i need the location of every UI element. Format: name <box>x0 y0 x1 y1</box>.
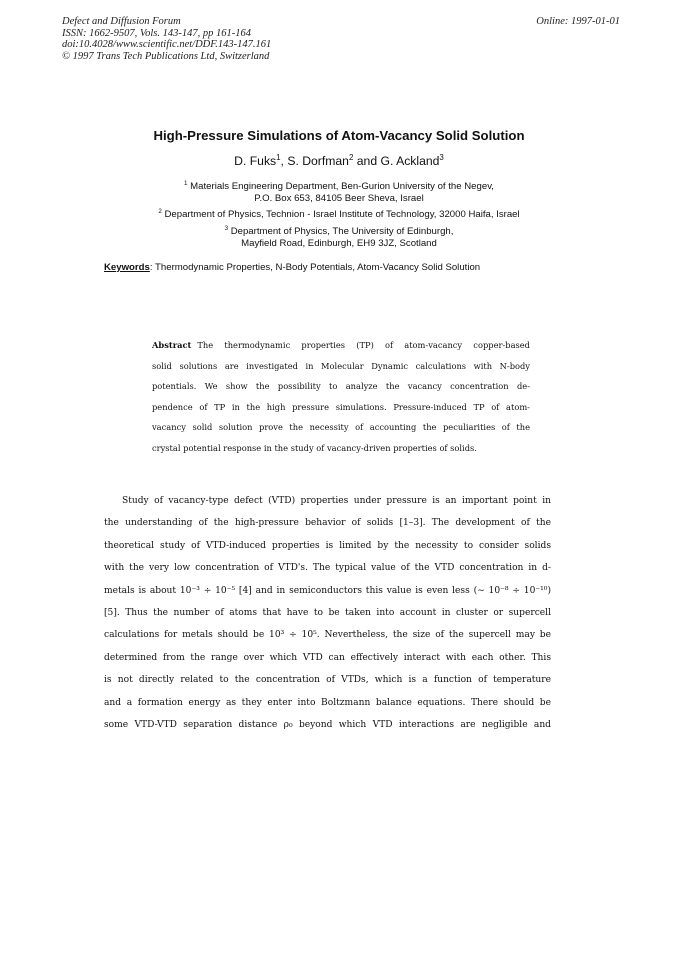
affiliation-2 <box>0 209 678 221</box>
body-line: calculations for metals should be 10³ ÷ 10⁵. Nevertheless, the size of the supercell may be <box>104 630 551 641</box>
journal-header <box>62 16 271 62</box>
body-line: is not directly related to the concentration of VTDs, which is a function of temperature <box>104 675 551 686</box>
body-line: Study of vacancy-type defect (VTD) properties under pressure is an important point in <box>122 496 551 506</box>
body-line: some VTD-VTD separation distance ρ₀ beyond which VTD interactions are negligible and <box>104 720 551 731</box>
author-name: S. Dorfman <box>287 154 349 168</box>
affiliation-line: Mayfield Road, Edinburgh, EH9 3JZ, Scotland <box>241 237 437 249</box>
author-and: and <box>353 154 381 168</box>
online-date-text: Online: 1997-01-01 <box>536 16 620 27</box>
issn-line: ISSN: 1662-9507, Vols. 143-147, pp 161-164 <box>62 27 251 39</box>
body-text <box>104 490 551 736</box>
abstract-line: potentials. We show the possibility to analyze the vacancy concentration de- <box>152 381 530 392</box>
affiliation-1 <box>0 181 678 204</box>
abstract-line: crystal potential response in the study of vacancy-driven properties of solids. <box>152 442 477 453</box>
journal-name: Defect and Diffusion Forum <box>62 16 181 27</box>
author-separator: , <box>280 154 288 168</box>
online-date <box>536 16 620 28</box>
author-mark: 3 <box>439 152 444 162</box>
paper-title: High-Pressure Simulations of Atom-Vacancy Solid Solution <box>153 128 525 143</box>
author-mark: 1 <box>276 152 281 162</box>
doi-link[interactable]: doi:10.4028/www.scientific.net/DDF.143-147.161 <box>62 39 272 50</box>
copyright-line: © 1997 Trans Tech Publications Ltd, Switzerland <box>62 50 270 62</box>
affiliation-mark: 3 <box>224 224 229 232</box>
affiliation-line: $^1$ Materials Engineering Department, Ben-Gurion University of the Negev, <box>184 179 494 192</box>
abstract-line: pendence of TP in the high pressure simulations. Pressure-induced TP of atom- <box>152 401 530 412</box>
body-line: with the very low concentration of VTD's. The typical value of the VTD concentration in d- <box>104 563 551 574</box>
keywords-label: Keywords <box>104 262 150 273</box>
body-line: the understanding of the high-pressure behavior of solids [1–3]. The development of the <box>104 518 551 529</box>
abstract-line: vacancy solid solution prove the necessity of accounting the peculiarities of the <box>152 422 530 433</box>
body-line: theoretical study of VTD-induced properties is limited by the necessity to consider solids <box>104 540 551 551</box>
body-line: [5]. Thus the number of atoms that have to be taken into account in cluster or supercell <box>104 608 551 619</box>
body-line: determined from the range over which VTD can effectively interact with each other. This <box>104 652 551 663</box>
keywords-text: Thermodynamic Properties, N-Body Potentials, Atom-Vacancy Solid Solution <box>155 262 481 273</box>
abstract-label: Abstract <box>152 340 192 350</box>
affiliation-mark: 1 <box>184 179 188 187</box>
author-mark: 2 <box>348 152 354 162</box>
affiliation-mark: 2 <box>158 207 162 215</box>
keywords: Keywords: Thermodynamic Properties, N-Body Potentials, Atom-Vacancy Solid Solution <box>104 262 481 273</box>
author-list <box>0 154 678 168</box>
abstract-line: solid solutions are investigated in Molecular Dynamic calculations with N-body <box>152 360 530 371</box>
affiliation-line: $^2$ Department of Physics, Technion - Israel Institute of Technology, 32000 Haifa, Israel <box>158 207 520 220</box>
abstract <box>152 335 530 459</box>
affiliation-3 <box>0 226 678 249</box>
abstract-line: Abstract The thermodynamic properties (TP) of atom-vacancy copper-based <box>152 340 530 350</box>
author-name: G. Ackland <box>380 154 440 168</box>
author-name: D. Fuks <box>234 154 277 168</box>
affiliation-line: P.O. Box 653, 84105 Beer Sheva, Israel <box>254 192 424 204</box>
body-line: and a formation energy as they enter into Boltzmann balance equations. There should be <box>104 697 551 708</box>
affiliation-line: $^3$ Department of Physics, The University of Edinburgh, <box>224 224 454 237</box>
body-line: metals is about 10⁻³ ÷ 10⁻⁵ [4] and in semiconductors this value is even less (∼ 10⁻⁸ ÷ 10⁻¹⁰) <box>104 585 551 596</box>
